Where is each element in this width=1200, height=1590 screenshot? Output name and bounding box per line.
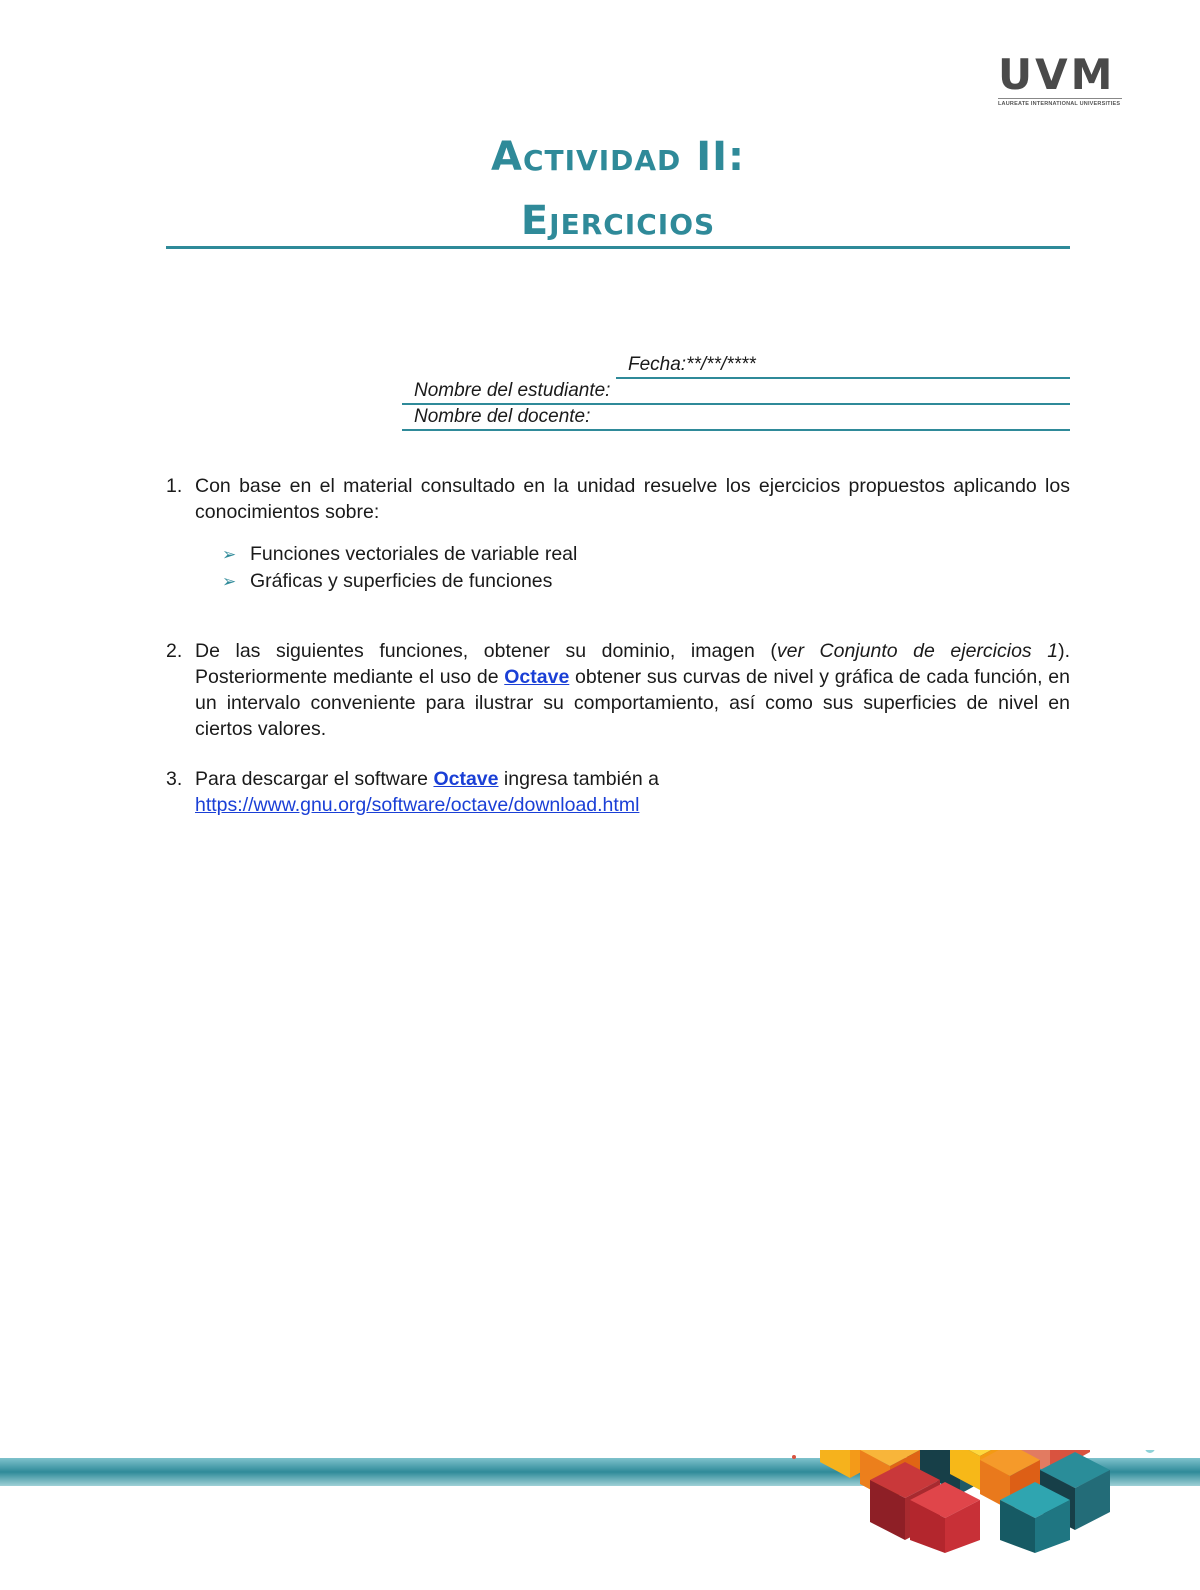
uvm-logo [998,50,1122,110]
student-name-field: Nombre del estudiante: [414,380,611,401]
list-item-3 [166,766,1070,818]
arrow-bullet-icon: ➢ [222,572,237,591]
logo-subtitle: LAUREATE INTERNATIONAL UNIVERSITIES [998,98,1122,107]
item-number: 2. [166,640,183,662]
cube-cluster [820,1450,1110,1553]
teacher-name-underline [402,429,1070,431]
item-text: Con base en el material consultado en la unidad resuelve los ejercicios propuestos aplicando los conocimientos sobre: [195,475,1070,523]
list-item: ➢ Gráficas y superficies de funciones [222,568,577,595]
item-text: De las siguientes funciones, obtener su dominio, imagen (ver Conjunto de ejercicios 1). Posteriormente mediante el uso de Octave obtener sus curvas de nivel y gráfica de cada función, en un intervalo conveniente para ilustrar su comportamiento, así como sus superficies de nivel en ciertos valores. [195,640,1070,740]
teacher-name-field: Nombre del docente: [414,406,591,427]
item-number: 1. [166,475,183,497]
logo-text: UVM [998,50,1116,99]
list-item: ➢ Funciones vectoriales de variable real [222,541,577,568]
page-title-line2: Ejercicios [520,198,716,244]
fecha-field: Fecha:**/**/**** [628,354,756,375]
item-number: 3. [166,768,183,790]
fecha-underline [616,377,1070,379]
bullet-list [222,541,577,595]
title-divider [166,246,1070,249]
list-item-2 [166,638,1070,742]
item-text: Para descargar el software Octave ingresa también a https://www.gnu.org/software/octave/download.html [195,768,659,816]
page-title-line1: Actividad II: [491,134,745,180]
download-url-link[interactable]: https://www.gnu.org/software/octave/download.html [195,794,640,816]
arrow-bullet-icon: ➢ [222,545,237,564]
student-name-underline [402,403,1070,405]
footer-decoration [0,1450,1200,1590]
octave-link[interactable]: Octave [504,666,570,688]
octave-link[interactable]: Octave [433,768,499,790]
list-item-1 [166,473,1070,525]
